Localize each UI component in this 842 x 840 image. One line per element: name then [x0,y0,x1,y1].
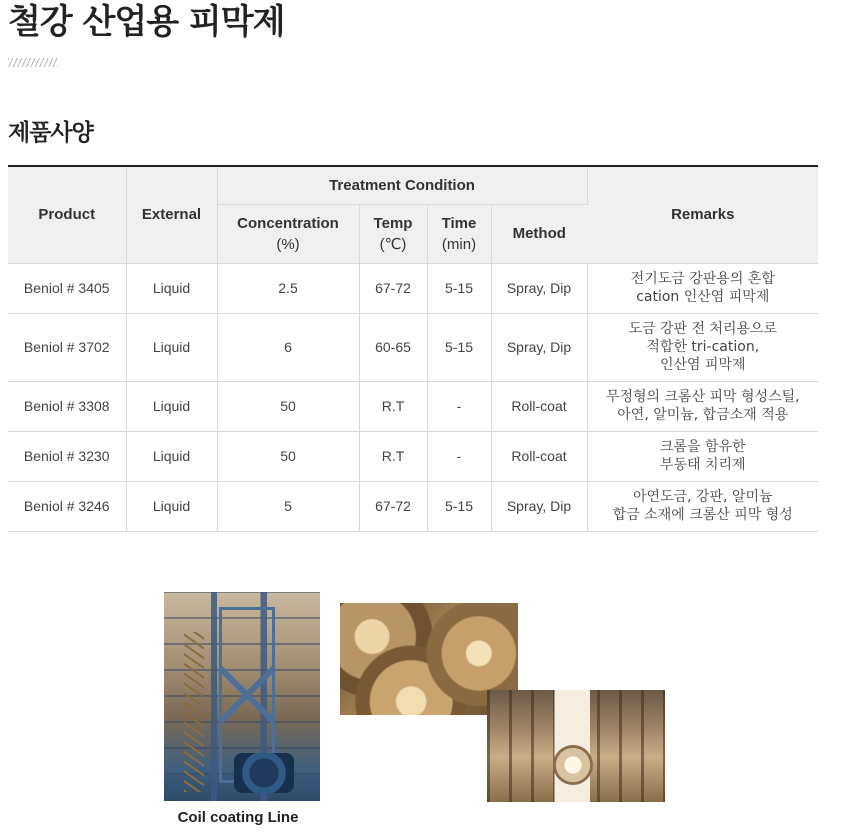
cell-concentration: 50 [217,431,359,481]
table-row [8,481,818,531]
cell-concentration: 5 [217,481,359,531]
cell-remarks [587,263,818,313]
cell-temp: 60-65 [359,313,427,381]
cell-method: Spray, Dip [491,313,587,381]
header-concentration [217,204,359,263]
cell-concentration: 2.5 [217,263,359,313]
cell-temp: R.T [359,381,427,431]
header-concentration-label: Concentration [237,214,339,232]
cell-temp: 67-72 [359,263,427,313]
cell-remarks [587,481,818,531]
remarks-line: 인산염 피막제 [659,357,746,373]
header-time-unit: (min) [441,235,477,253]
table-row [8,431,818,481]
remarks-line: 적합한 tri-cation, [646,339,760,355]
header-temp-unit: (℃) [379,235,407,253]
machine-graphic [234,753,294,793]
header-treatment-condition: Treatment Condition [217,166,587,204]
remarks-line: 크롬을 함유한 [659,439,746,455]
cell-remarks [587,313,818,381]
header-concentration-unit: (%) [276,235,300,253]
table-row [8,381,818,431]
cell-temp: 67-72 [359,481,427,531]
page-title: 철강 산업용 피막제 [8,2,285,42]
cell-temp: R.T [359,431,427,481]
image-caption: Coil coating Line [177,809,299,826]
cell-product: Beniol # 3246 [8,481,126,531]
remarks-line: 아연도금, 강판, 알미늄 [633,489,773,505]
cell-external: Liquid [126,481,217,531]
cell-time: 5-15 [427,481,491,531]
coating-mill-photo [487,690,665,802]
cell-method: Spray, Dip [491,481,587,531]
cell-time: 5-15 [427,263,491,313]
remarks-line: 합금 소재에 크롬산 피막 형성 [612,507,793,523]
product-spec-table [8,165,818,532]
header-temp-label: Temp [373,214,413,232]
coil-coating-tower-photo [164,592,320,801]
remarks-line: 부동태 치리제 [659,457,746,473]
cell-concentration: 50 [217,381,359,431]
remarks-line: 아연, 알미늄, 합금소재 적용 [617,407,789,423]
cell-external: Liquid [126,263,217,313]
cell-method: Roll-coat [491,431,587,481]
remarks-line: cation 인산염 피막제 [636,289,770,305]
cell-external: Liquid [126,313,217,381]
cell-external: Liquid [126,381,217,431]
remarks-line: 전기도금 강판용의 혼합 [630,271,775,287]
header-method: Method [491,204,587,263]
cell-concentration: 6 [217,313,359,381]
title-decoration [8,58,58,67]
cell-external: Liquid [126,431,217,481]
cell-product: Beniol # 3702 [8,313,126,381]
cell-method: Roll-coat [491,381,587,431]
roll-graphic [553,745,593,785]
cell-remarks [587,381,818,431]
header-external: External [126,166,217,263]
section-title: 제품사양 [8,120,93,146]
cell-product: Beniol # 3230 [8,431,126,481]
staircase-graphic [184,632,204,792]
table-row [8,313,818,381]
header-time-label: Time [441,214,477,232]
cell-time: - [427,431,491,481]
header-time [427,204,491,263]
header-product: Product [8,166,126,263]
cell-remarks [587,431,818,481]
cell-product: Beniol # 3405 [8,263,126,313]
header-temp [359,204,427,263]
header-remarks: Remarks [587,166,818,263]
cell-product: Beniol # 3308 [8,381,126,431]
remarks-line: 무정형의 크롬산 피막 형성스틸, [605,389,800,405]
cell-time: 5-15 [427,313,491,381]
cell-time: - [427,381,491,431]
remarks-line: 도금 강판 전 처리용으로 [628,321,778,337]
table-row [8,263,818,313]
cell-method: Spray, Dip [491,263,587,313]
